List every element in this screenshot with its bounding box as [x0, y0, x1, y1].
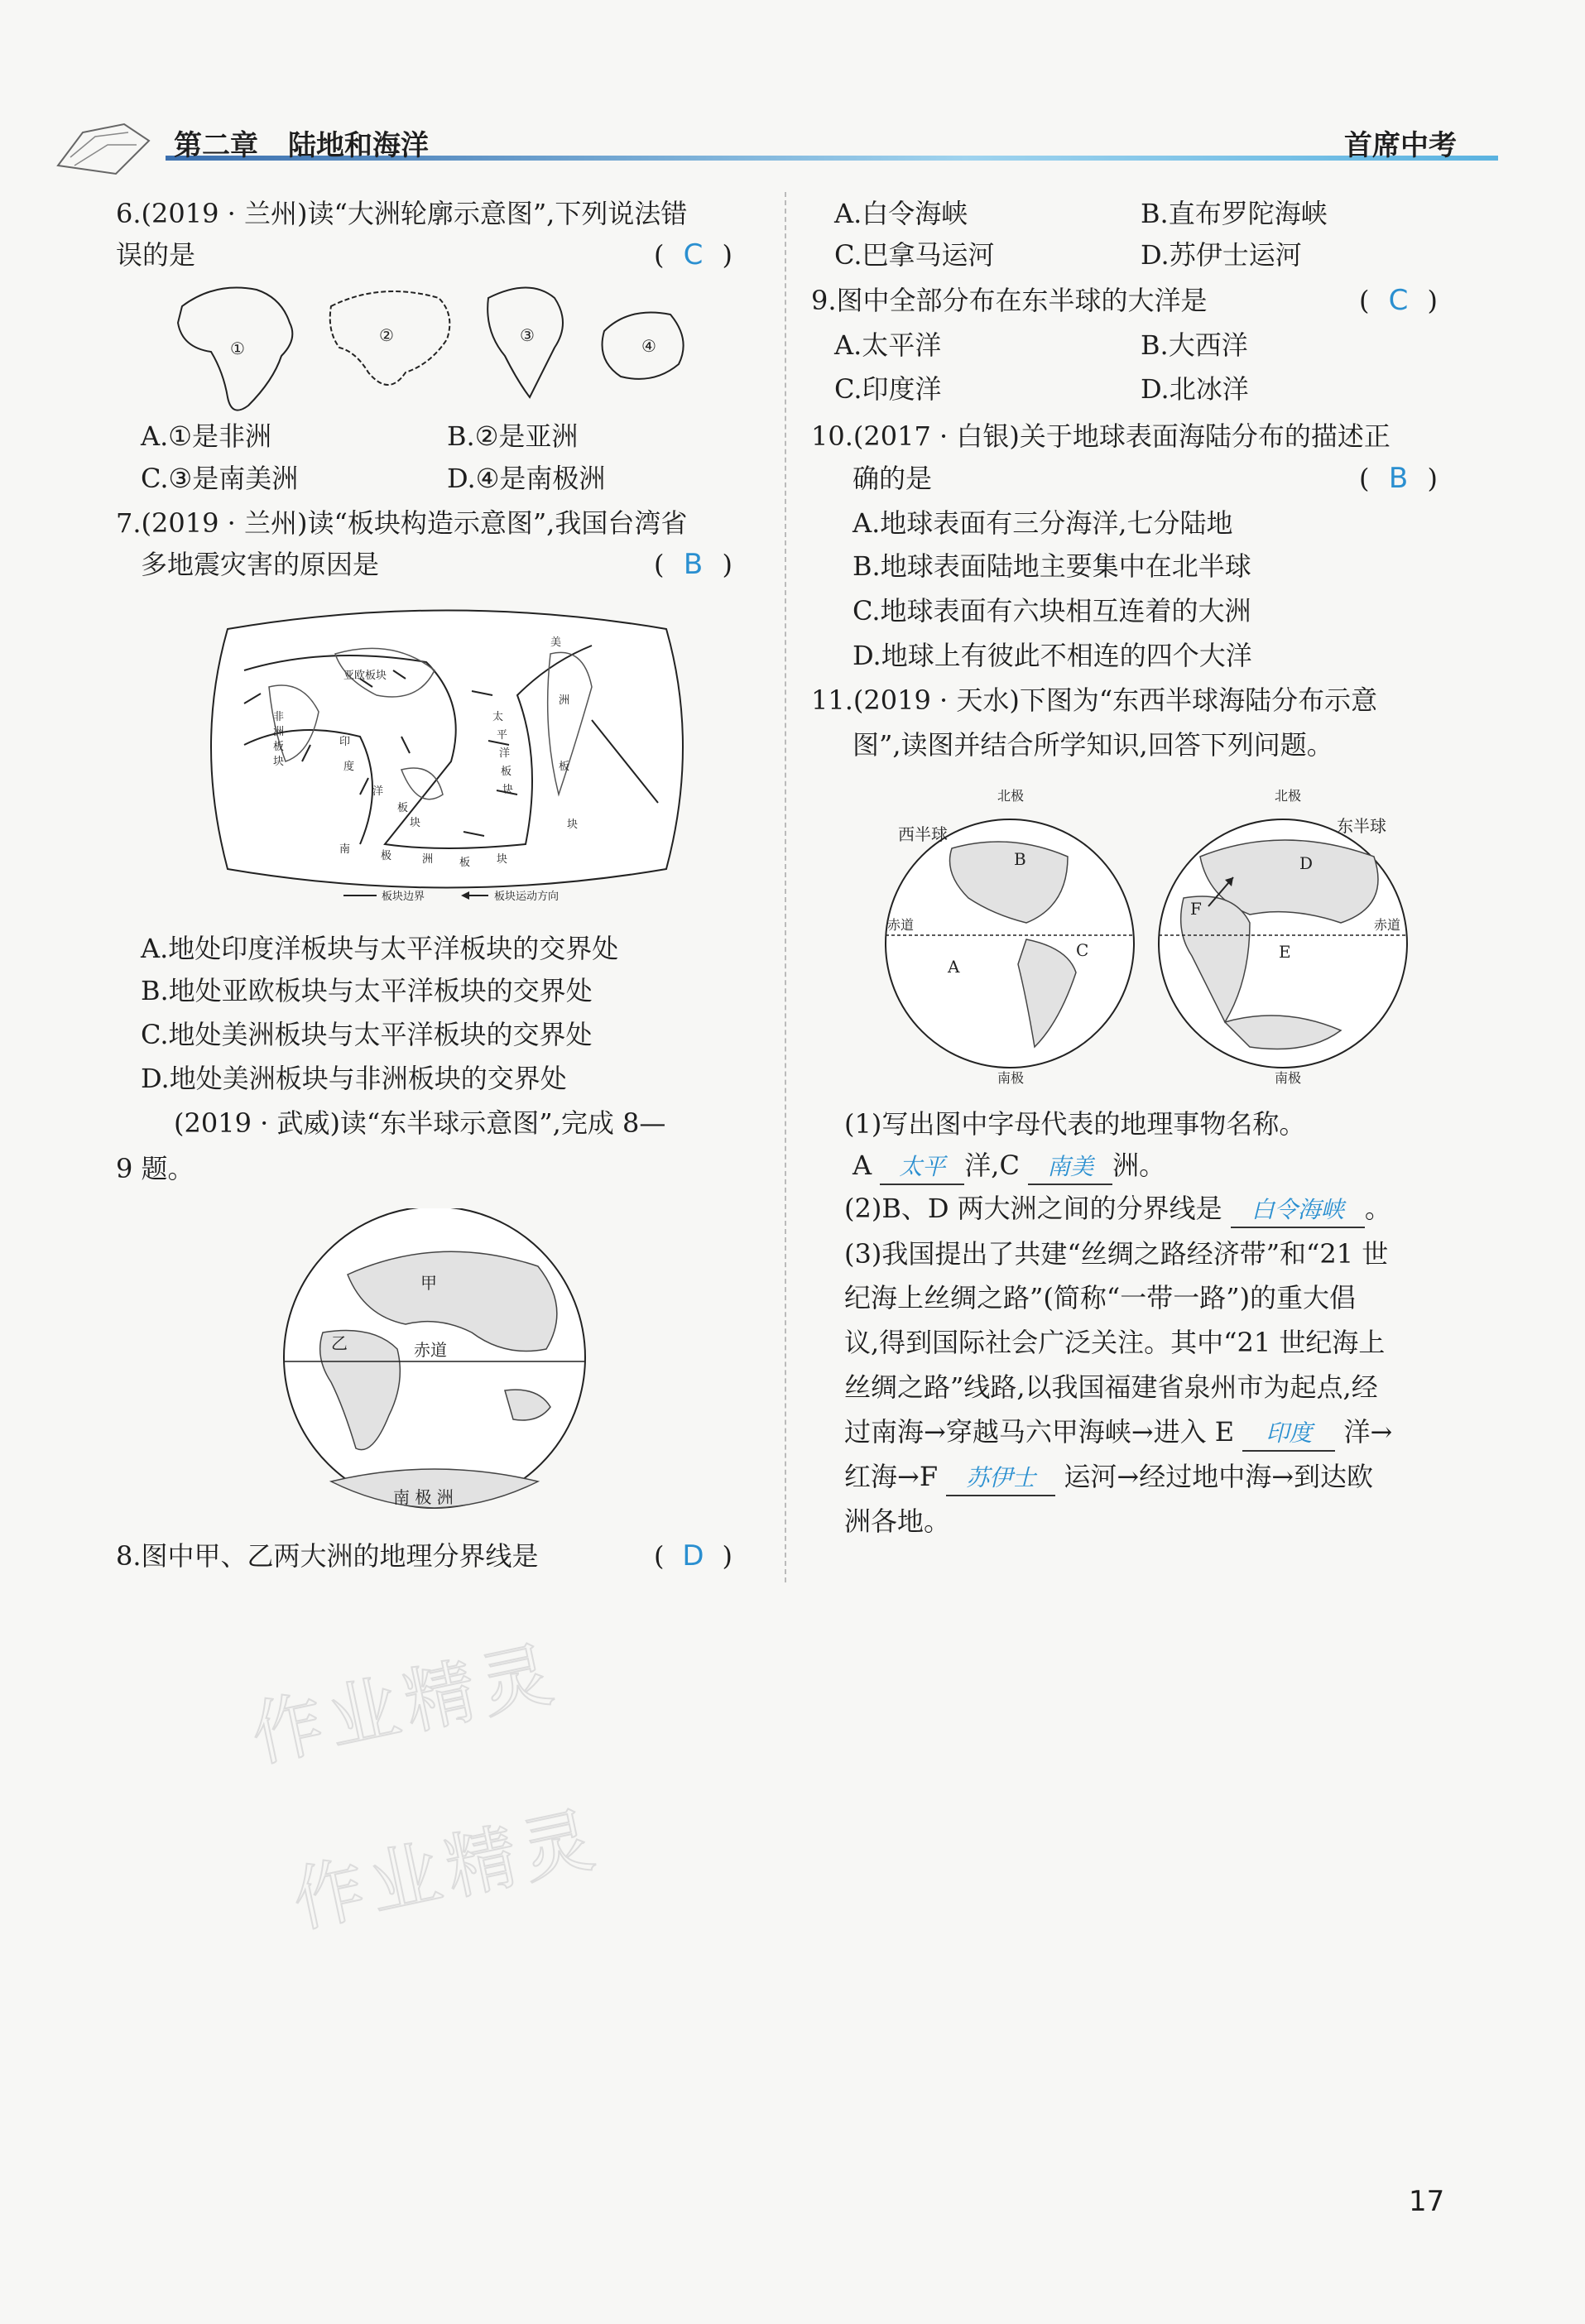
indian-plate-1: 印: [339, 736, 351, 748]
q11-part3-line7: 洲各地。: [844, 1505, 951, 1537]
q8-option-a: A.白令海峡: [834, 198, 968, 229]
label-jia: 甲: [420, 1273, 437, 1293]
book-logo-icon: [50, 108, 166, 182]
plate-tectonics-map: [195, 596, 699, 910]
marker-2: ②: [379, 325, 394, 345]
q11-a-answer: 太平: [880, 1150, 964, 1185]
q7-stem-line2: 多地震灾害的原因是: [141, 549, 380, 580]
west-label-a: A: [948, 957, 960, 977]
q6-option-c: C.③是南美洲: [141, 463, 299, 494]
q7-option-b: B.地处亚欧板块与太平洋板块的交界处: [141, 975, 593, 1006]
q10-option-a: A.地球表面有三分海洋,七分陆地: [853, 507, 1233, 539]
q11-part2-text: (2)B、D 两大洲之间的分界线是: [844, 1193, 1222, 1224]
indian-plate-2: 度: [343, 761, 355, 773]
q9-answer-letter: C: [1388, 284, 1409, 317]
eastern-hemisphere: [1159, 788, 1407, 1086]
legend-arrow-icon: [461, 891, 469, 900]
east-label-e: E: [1279, 942, 1291, 962]
q6-stem-line1: 6.(2019 · 兰州)读“大洲轮廓示意图”,下列说法错: [116, 198, 688, 229]
west-equator: 赤道: [887, 917, 915, 933]
q9-stem: 9.图中全部分布在东半球的大洋是: [811, 285, 1208, 316]
west-label-b: B: [1014, 849, 1026, 869]
q6-answer-letter: C: [683, 238, 704, 271]
q11-part3-line2: 纪海上丝绸之路”(简称“一带一路”)的重大倡: [844, 1282, 1357, 1313]
q11-part3-line1: (3)我国提出了共建“丝绸之路经济带”和“21 世: [844, 1238, 1389, 1270]
marker-4: ④: [641, 336, 656, 356]
west-label-c: C: [1076, 940, 1089, 960]
q10-option-c: C.地球表面有六块相互连着的大洲: [853, 595, 1251, 627]
q11-stem-line2: 图”,读图并结合所学知识,回答下列问题。: [853, 729, 1333, 761]
q8-option-b: B.直布罗陀海峡: [1141, 198, 1328, 229]
q11-part1: (1)写出图中字母代表的地理事物名称。: [844, 1108, 1306, 1140]
watermark: 作业精灵: [286, 1797, 608, 1943]
east-title: 东半球: [1337, 816, 1386, 836]
west-north: 北极: [997, 788, 1025, 804]
antarctic-plate-3: 洲: [422, 853, 434, 866]
q8-stem: 8.图中甲、乙两大洲的地理分界线是: [116, 1540, 539, 1572]
marker-1: ①: [230, 339, 245, 358]
q10-option-b: B.地球表面陆地主要集中在北半球: [853, 550, 1251, 582]
q10-stem-line2: 确的是: [853, 463, 933, 494]
page-number: 17: [1409, 2185, 1445, 2218]
q11-route-text: 过南海→穿越马六甲海峡→进入 E: [844, 1416, 1235, 1448]
pacific-plate-5: 块: [502, 784, 514, 796]
q11-e-answer: 印度: [1242, 1417, 1335, 1452]
legend-boundary: 板块边界: [382, 891, 425, 903]
q11-part2-post: 。: [1364, 1193, 1391, 1224]
east-label-d: D: [1299, 853, 1314, 873]
q10-option-d: D.地球上有彼此不相连的四个大洋: [853, 640, 1252, 671]
west-south: 南极: [997, 1070, 1025, 1086]
marker-3: ③: [520, 325, 535, 345]
q7-stem-line1: 7.(2019 · 兰州)读“板块构造示意图”,我国台湾省: [116, 507, 688, 539]
indian-plate-5: 块: [410, 817, 421, 829]
antarctic-plate-4: 板: [459, 857, 471, 869]
q6-answer: ( C ): [654, 238, 732, 271]
west-title: 西半球: [898, 824, 948, 844]
page-header: [50, 108, 1457, 174]
america-plate-4: 块: [567, 819, 579, 831]
q10-stem-line1: 10.(2017 · 白银)关于地球表面海陆分布的描述正: [811, 420, 1390, 452]
america-plate-2: 洲: [559, 694, 570, 707]
africa-plate-3: 板: [273, 741, 285, 753]
intro89-line2: 9 题。: [116, 1153, 195, 1184]
chapter-title: 陆地和海洋: [288, 129, 429, 162]
q11-part2: [844, 1192, 1391, 1228]
africa-plate-1: 非: [273, 711, 285, 723]
america-plate-3: 板: [559, 761, 570, 773]
q7-option-c: C.地处美洲板块与太平洋板块的交界处: [141, 1019, 593, 1050]
western-hemisphere: [886, 788, 1134, 1086]
q9-option-a: A.太平洋: [834, 329, 942, 361]
q11-c-answer: 南美: [1028, 1150, 1112, 1185]
q6-option-b: B.②是亚洲: [447, 420, 579, 452]
eastern-hemisphere-globe: [273, 1208, 596, 1519]
q11-part1-answers: [853, 1149, 1165, 1185]
pacific-plate-2: 平: [497, 729, 508, 742]
q7-option-d: D.地处美洲板块与非洲板块的交界处: [141, 1063, 567, 1094]
antarctic-plate-2: 极: [381, 850, 392, 862]
q8-answer-letter: D: [682, 1539, 704, 1573]
watermark: 作业精灵: [244, 1631, 566, 1778]
q7-answer-letter: B: [683, 548, 704, 581]
chapter-label: [174, 122, 429, 163]
q6-option-d: D.④是南极洲: [447, 463, 606, 494]
q11-part3-line6: [844, 1460, 1373, 1496]
antarctic-plate-1: 南: [339, 843, 351, 856]
q11-part2-answer: 白令海峡: [1231, 1193, 1365, 1228]
q11-red-sea-text: 红海→F: [844, 1461, 939, 1492]
antarctic-plate-5: 块: [497, 853, 508, 866]
label-equator: 赤道: [414, 1340, 447, 1360]
q9-option-d: D.北冰洋: [1141, 373, 1249, 405]
q9-answer: ( C ): [1359, 284, 1438, 317]
q11-part3-line5: [844, 1415, 1392, 1452]
east-equator: 赤道: [1374, 917, 1401, 933]
africa-plate-4: 块: [273, 756, 285, 768]
q11-f-answer: 苏伊士: [946, 1462, 1055, 1496]
africa-plate-2: 洲: [273, 726, 285, 738]
column-divider: [785, 192, 786, 1582]
label-yi: 乙: [331, 1333, 348, 1353]
q11-canal-text: 运河→经过地中海→到达欧: [1064, 1461, 1374, 1492]
q10-answer-letter: B: [1388, 462, 1409, 495]
legend-direction: 板块运动方向: [494, 891, 560, 903]
q11-stem-line1: 11.(2019 · 天水)下图为“东西半球海陆分布示意: [811, 684, 1378, 716]
label-antarctica: 南 极 洲: [393, 1487, 454, 1507]
indian-plate-3: 洋: [372, 785, 384, 798]
indian-plate-4: 板: [397, 802, 409, 814]
pacific-plate-4: 板: [501, 766, 512, 778]
q7-answer: ( B ): [654, 548, 732, 581]
q9-option-c: C.印度洋: [834, 373, 942, 405]
east-south: 南极: [1275, 1070, 1302, 1086]
east-label-f: F: [1190, 899, 1202, 919]
q9-option-b: B.大西洋: [1141, 329, 1248, 361]
q8-option-c: C.巴拿马运河: [834, 239, 995, 271]
q6-stem-line2: 误的是: [116, 239, 196, 271]
pacific-plate-3: 洋: [499, 747, 511, 760]
q11-c-post: 洲。: [1112, 1150, 1166, 1181]
q6-option-a: A.①是非洲: [141, 420, 271, 452]
q8-answer: ( D ): [654, 1539, 732, 1573]
america-plate-1: 美: [550, 636, 562, 649]
continent-outlines-figure: [166, 273, 695, 422]
series-title: 首席中考: [1344, 129, 1457, 162]
hemispheres-figure: [877, 782, 1415, 1088]
q11-part3-line4: 丝绸之路”线路,以我国福建省泉州市为起点,经: [844, 1371, 1378, 1403]
q8-option-d: D.苏伊士运河: [1141, 239, 1302, 271]
q11-a-prefix: A: [853, 1150, 872, 1181]
q11-a-mid: 洋,C: [964, 1150, 1020, 1181]
q11-part3-line3: 议,得到国际社会广泛关注。其中“21 世纪海上: [844, 1327, 1386, 1358]
q7-option-a: A.地处印度洋板块与太平洋板块的交界处: [141, 933, 619, 964]
label-eurasian-plate: 亚欧板块: [343, 670, 387, 682]
chapter-number: 第二章: [174, 129, 258, 162]
east-north: 北极: [1275, 788, 1302, 804]
pacific-plate-1: 太: [492, 711, 504, 723]
q10-answer: ( B ): [1359, 462, 1438, 495]
intro89-line1: (2019 · 武威)读“东半球示意图”,完成 8—: [174, 1107, 666, 1139]
q11-route-post: 洋→: [1343, 1416, 1393, 1448]
